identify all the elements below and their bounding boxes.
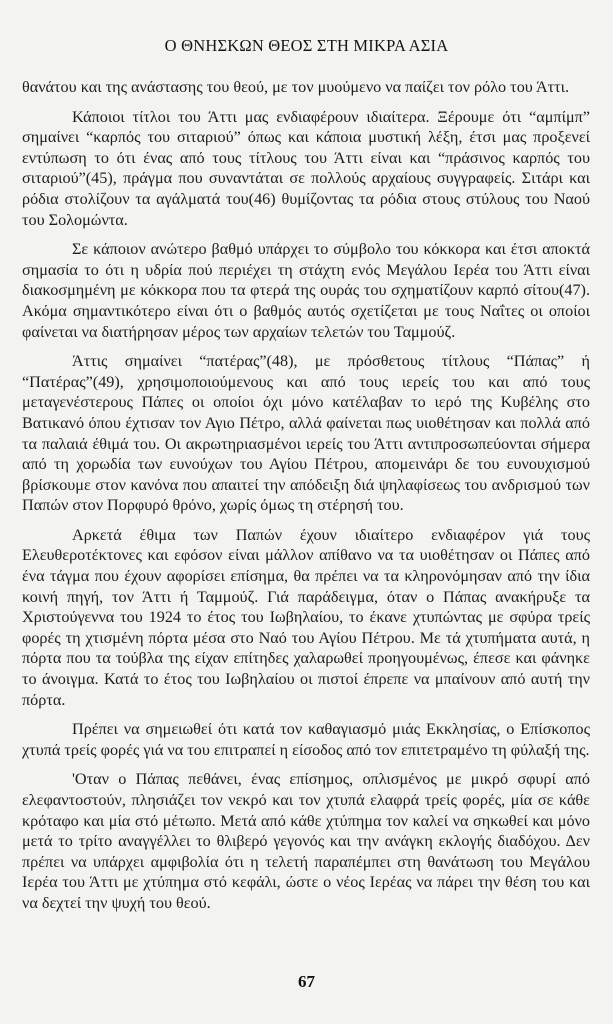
paragraph: Άττις σημαίνει “πατέρας”(48), με πρόσθετους τίτλους “Πάπας” ή “Πατέρας”(49), χρησιμοποιούμενους και από τους ιερείς του και από τους μεταγενέστερους Πάπες οι οποίοι όχι μόνο κατέλαβαν το ιερό της Κυβέλης στο Βατικανό όπου έχτισαν τον Αγιο Πέτρο, αλλά φαίνεται πως υιοθέτησαν και πολλά από τα παλαιά έθιμά του. Οι ακρωτηριασμένοι ιερείς του Άττι αντιπροσωπεύονται σήμερα από τη χορωδία των ευνούχων του Αγίου Πέτρου, απομεινάρι δε του ευνουχισμού βρίσκουμε στον κανόνα που απαιτεί την απόδειξη διά ψηλαφίσεως του ανδρισμού των Παπών στον Πορφυρό θρόνο, χωρίς όμως τη στέρησή του.: [22, 352, 590, 515]
paragraph-continuation: θανάτου και της ανάστασης του θεού, με τον μυούμενο να παίζει τον ρόλο του Άττι.: [22, 78, 570, 96]
running-title: Ο ΘΝΗΣΚΩΝ ΘΕΟΣ ΣΤΗ ΜΙΚΡΑ ΑΣΙΑ: [164, 36, 449, 55]
body-text: [22, 77, 590, 923]
page-number: 67: [298, 972, 315, 991]
paragraph: Αρκετά έθιμα των Παπών έχουν ιδιαίτερο ενδιαφέρον γιά τους Ελευθεροτέκτονες και εφόσον είναι μάλλον απίθανο να τα υιοθέτησαν οι Πάπες από ένα τάγμα που έχουν αφορίσει επίσημα, θα πρέπει να τα κληρονόμησαν από την ίδια κοινή πηγή, τον Άττι ή Ταμμούζ. Γιά παράδειγμα, όταν ο Πάπας ανακήρυξε τα Χριστούγεννα του 1924 το έτος του Ιωβηλαίου, το έκανε χτυπώντας με σφύρα τρείς φορές τη χτισμένη πόρτα μέσα στο Ναό του Αγίου Πέτρου. Με τά χτυπήματα αυτά, η πόρτα που τα τούβλα της είχαν επίτηδες χαλαρωθεί προηγουμένως, έπεσε και φάνηκε το άνοιγμα. Κατά το έτος του Ιωβηλαίου οι πιστοί έπρεπε να μπαίνουν από αυτή την πόρτα.: [22, 525, 590, 709]
paragraph: Σε κάποιον ανώτερο βαθμό υπάρχει το σύμβολο του κόκκορα και έτσι αποκτά σημασία το ότι η υδρία πού περιέχει τη στάχτη ενός Μεγάλου Ιερέα του Άττι είναι διακοσμημένη με κόκκορα που τα φτερά της ουράς του σχηματίζουν καρπό σίτου(47). Ακόμα σημαντικότερο είναι ότι ο βαθμός αυτός σχετίζεται με τους Ναΐτες οι οποίοι φαίνεται να διατήρησαν μέρος των αρχαίων τελετών του Ταμμούζ.: [22, 240, 590, 341]
paragraph: 'Οταν ο Πάπας πεθάνει, ένας επίσημος, οπλισμένος με μικρό σφυρί από ελεφαντοστούν, πλησιάζει τον νεκρό και τον χτυπά ελαφρά τρείς φορές, μία σε κάθε κρόταφο και μία στό μέτωπο. Μετά από κάθε χτύπημα τον καλεί να σηκωθεί και μόνο μετά το τρίτο αναγγέλλει το θλιβερό γεγονός και την ανάγκη εκλογής διαδόχου. Δεν πρέπει να υπάρχει αμφιβολία ότι η τελετή παραπέμπει στη θανάτωση του Μεγάλου Ιερέα του Άττι με χτύπημα στό κεφάλι, ώστε ο νέος Ιερέας να πάρει την θέση του και να δεχτεί την ψυχή του θεού.: [22, 770, 590, 912]
paragraph: Πρέπει να σημειωθεί ότι κατά τον καθαγιασμό μιάς Εκκλησίας, ο Επίσκοπος χτυπά τρείς φορές γιά να του επιτραπεί η είσοδος από τον επιτετραμένο τη φύλαξή της.: [22, 720, 590, 759]
paragraph: Κάποιοι τίτλοι του Άττι μας ενδιαφέρουν ιδιαίτερα. Ξέρουμε ότι “αμπίμπ” σημαίνει “καρπός του σιταριού” όπως και κάποια μυστική λέξη, έτσι μας προξενεί εντύπωση το ότι ένας από τους τίτλους του Άττι είναι και “πράσινος καρπός του σιταριού”(45), πράγμα που συναντάται σε πολλούς αρχαίους συγγραφείς. Σιτάρι και ρόδια στολίζουν τα αγάλματά του(46) θυμίζοντας τα ρόδια στους στύλους του Ναού του Σολομώντα.: [22, 107, 590, 229]
